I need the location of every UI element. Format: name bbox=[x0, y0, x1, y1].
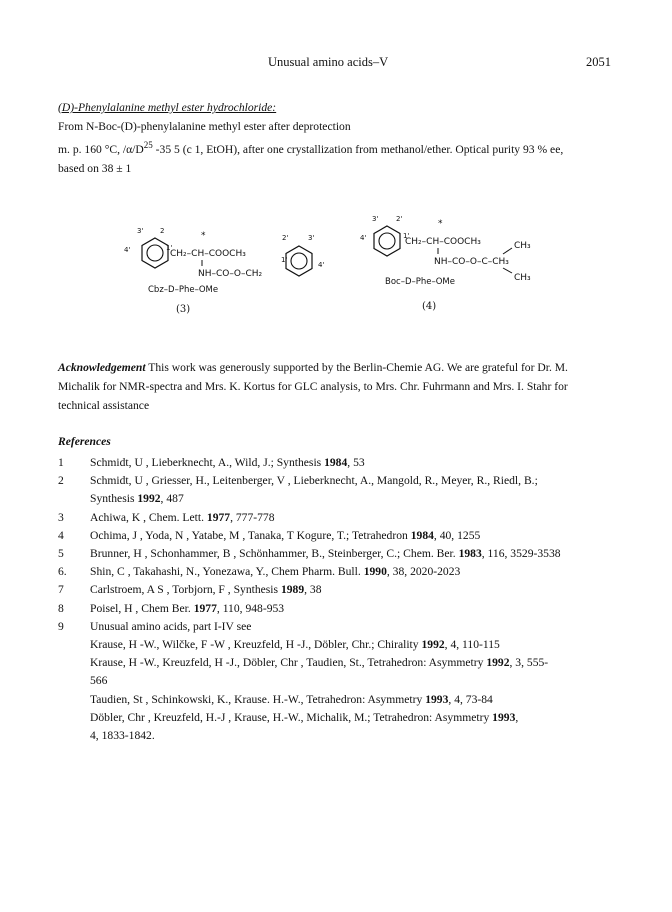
reference-text-pre: Achiwa, K , Chem. Lett. bbox=[90, 510, 207, 524]
reference-row bbox=[58, 509, 618, 527]
reference-row bbox=[58, 618, 618, 636]
s3-ring1-label-b: 2 bbox=[160, 227, 165, 235]
reference-row bbox=[58, 454, 618, 472]
references-heading: References bbox=[58, 435, 111, 448]
acknowledgement-section bbox=[58, 358, 618, 415]
reference-text-post: , bbox=[515, 710, 519, 724]
references-heading-wrap bbox=[58, 432, 618, 451]
reference-year: 1984 bbox=[324, 456, 348, 469]
structure-figure bbox=[0, 210, 672, 330]
reference-text-pre: 566 bbox=[90, 674, 108, 688]
s4-ring1-label-d: 1' bbox=[403, 232, 410, 240]
reference-number: 7 bbox=[58, 583, 64, 597]
compound-line-2-pre: m. p. 160 °C, /α/D bbox=[58, 142, 144, 156]
reference-text bbox=[90, 581, 618, 599]
reference-row bbox=[58, 727, 618, 745]
reference-text bbox=[90, 654, 618, 672]
reference-row bbox=[58, 691, 618, 709]
s4-benzene-ring-circle bbox=[379, 233, 395, 249]
reference-number: 5 bbox=[58, 547, 64, 561]
reference-text bbox=[90, 490, 618, 508]
s4-ring1-label-b: 2' bbox=[396, 215, 403, 223]
reference-text bbox=[90, 472, 618, 490]
reference-row bbox=[58, 490, 618, 508]
compound-section bbox=[58, 98, 618, 178]
s3-chain-bottom: NH–CO–O–CH₂ bbox=[198, 269, 263, 279]
s4-star: * bbox=[438, 219, 443, 229]
ack-line-1-text: This work was generously supported by the Berlin-Chemie AG. We are grateful for Dr. M. bbox=[145, 361, 568, 374]
s3-ring2-label-b: 3' bbox=[308, 234, 315, 242]
s3-ring1-label-d: 1' bbox=[166, 244, 173, 252]
reference-text bbox=[90, 545, 618, 563]
reference-number: 1 bbox=[58, 456, 64, 469]
reference-text-post: , 40, 1255 bbox=[433, 528, 481, 542]
reference-text bbox=[90, 636, 618, 654]
reference-number: 4 bbox=[58, 528, 64, 542]
page-number: 2051 bbox=[586, 55, 611, 69]
reference-year: 1984 bbox=[410, 528, 434, 542]
reference-year: 1983 bbox=[458, 547, 482, 561]
reference-text-pre: Carlstroem, A S , Torbjorn, F , Synthesis bbox=[90, 583, 281, 597]
s4-name: Boc–D–Phe–OMe bbox=[385, 277, 455, 287]
structure-4 bbox=[360, 215, 531, 312]
reference-text-pre: Krause, H -W., Wilčke, F -W , Kreuzfeld, H -J., Döbler, Chr.; Chirality bbox=[90, 638, 422, 652]
reference-text bbox=[90, 600, 618, 618]
reference-text bbox=[90, 509, 618, 527]
reference-text-post: , 4, 110-115 bbox=[444, 638, 500, 652]
reference-number: 9 bbox=[58, 619, 64, 633]
reference-text bbox=[90, 454, 618, 472]
reference-year: 1989 bbox=[280, 583, 305, 597]
s3-chain-top: CH₂–CH–COOCH₃ bbox=[170, 249, 246, 259]
s3-ring2-label-a: 2' bbox=[282, 234, 289, 242]
reference-text-pre: Schmidt, U , Griesser, H., Leitenberger, V , Lieberknecht, A., Mangold, R., Meyer, R., Riedl, B.; bbox=[90, 474, 538, 488]
s4-benzene-ring bbox=[374, 226, 400, 256]
compound-line-2-sup: 25 bbox=[143, 140, 153, 150]
reference-row bbox=[58, 527, 618, 545]
ack-line-1 bbox=[58, 358, 618, 377]
reference-number: 3 bbox=[58, 510, 64, 524]
reference-year: 1990 bbox=[363, 565, 387, 579]
reference-number: 6. bbox=[58, 565, 67, 579]
s3-ring2-label-c: 4' bbox=[318, 261, 325, 269]
s4-chain-top: CH₂–CH–COOCH₃ bbox=[405, 237, 481, 247]
reference-text bbox=[90, 672, 618, 690]
reference-text-post: , 38 bbox=[304, 583, 322, 597]
reference-row bbox=[58, 636, 618, 654]
s4-chain-bottom: NH–CO–O–C–CH₃ bbox=[434, 257, 509, 267]
reference-row bbox=[58, 581, 618, 599]
s3-ring1-label-c: 4' bbox=[124, 246, 131, 254]
reference-text-pre: Döbler, Chr , Kreuzfeld, H.-J , Krause, H.-W., Michalik, M.; Tetrahedron: Asymmetry bbox=[90, 710, 493, 724]
compound-heading: (D)-Phenylalanine methyl ester hydrochloride: bbox=[58, 101, 277, 114]
compound-line-2 bbox=[58, 136, 618, 159]
reference-text bbox=[90, 691, 618, 709]
references-list bbox=[58, 454, 618, 745]
reference-year: 1993 bbox=[425, 692, 449, 706]
reference-text-post: , 38, 2020-2023 bbox=[386, 565, 461, 579]
s3-name: Cbz–D–Phe–OMe bbox=[148, 285, 219, 295]
s3-star: * bbox=[201, 231, 206, 241]
reference-text-post: , 116, 3529-3538 bbox=[481, 547, 561, 561]
reference-year: 1992 bbox=[137, 492, 161, 506]
reference-text-pre: Unusual amino acids, part I-IV see bbox=[90, 619, 252, 633]
s4-number: (4) bbox=[422, 301, 437, 312]
reference-row bbox=[58, 472, 618, 490]
reference-text-pre: Taudien, St , Schinkowski, K., Krause. H.-W., Tetrahedron: Asymmetry bbox=[90, 692, 426, 706]
structure-svg bbox=[0, 210, 672, 330]
reference-number: 8 bbox=[58, 601, 64, 615]
reference-year: 1977 bbox=[193, 601, 217, 615]
s4-ring1-label-c: 4' bbox=[360, 234, 367, 242]
reference-text bbox=[90, 527, 618, 545]
reference-text-post: , 777-778 bbox=[230, 510, 275, 524]
s4-methyl-bottom: CH₃ bbox=[514, 273, 531, 283]
s4-methyl-top: CH₃ bbox=[514, 241, 531, 251]
structure-3 bbox=[124, 227, 324, 315]
reference-row bbox=[58, 709, 618, 727]
reference-text-pre: Shin, C , Takahashi, N., Yonezawa, Y., Chem Pharm. Bull. bbox=[90, 565, 364, 579]
reference-text-pre: Synthesis bbox=[90, 492, 138, 506]
reference-text-pre: 4, 1833-1842. bbox=[90, 729, 155, 743]
reference-text bbox=[90, 618, 618, 636]
reference-text-post: , 110, 948-953 bbox=[216, 601, 285, 615]
reference-year: 1992 bbox=[486, 656, 510, 670]
ack-label: Acknowledgement bbox=[58, 361, 146, 374]
reference-text-post: , 487 bbox=[160, 492, 184, 506]
ack-line-2: Michalik for NMR-spectra and Mrs. K. Kortus for GLC analysis, to Mrs. Chr. Fuhrmann and Mrs. I. Stahr for bbox=[58, 380, 568, 393]
s4-ring1-label-a: 3' bbox=[372, 215, 379, 223]
compound-line-2-post: -35 5 (c 1, EtOH), after one crystallization from methanol/ether. Optical purity 93 % ee, bbox=[152, 142, 564, 156]
reference-text-pre: Schmidt, U , Lieberknecht, A., Wild, J.; Synthesis bbox=[90, 456, 325, 469]
s3-benzene-ring-1 bbox=[142, 238, 168, 268]
reference-text-pre: Poisel, H , Chem Ber. bbox=[90, 601, 194, 615]
reference-row bbox=[58, 654, 618, 672]
reference-text bbox=[90, 563, 618, 581]
s3-benzene-ring-2-circle bbox=[291, 253, 307, 269]
reference-row bbox=[58, 563, 618, 581]
compound-line-1: From N-Boc-(D)-phenylalanine methyl ester after deprotection bbox=[58, 120, 351, 133]
reference-row bbox=[58, 600, 618, 618]
reference-text-post: , 3, 555- bbox=[509, 656, 549, 670]
reference-number: 2 bbox=[58, 474, 64, 488]
reference-text bbox=[90, 727, 618, 745]
s3-number: (3) bbox=[176, 304, 191, 315]
reference-text-post: , 4, 73-84 bbox=[448, 692, 493, 706]
s3-ring1-label-a: 3' bbox=[137, 227, 144, 235]
reference-text-post: , 53 bbox=[347, 456, 365, 469]
reference-text-pre: Krause, H -W., Kreuzfeld, H -J., Döbler, Chr , Taudien, St., Tetrahedron: Asymmetry bbox=[90, 656, 487, 670]
reference-row bbox=[58, 672, 618, 690]
reference-year: 1992 bbox=[421, 638, 445, 652]
s4-bond-methyl-top bbox=[503, 248, 512, 254]
running-title: Unusual amino acids–V bbox=[268, 55, 389, 69]
compound-line-3: based on 38 ± 1 bbox=[58, 161, 132, 175]
reference-text-pre: Brunner, H , Schonhammer, B , Schönhammer, B., Steinberger, C.; Chem. Ber. bbox=[90, 547, 459, 561]
ack-line-3: technical assistance bbox=[58, 399, 150, 412]
s3-benzene-ring-2 bbox=[286, 246, 312, 276]
reference-row bbox=[58, 545, 618, 563]
reference-year: 1977 bbox=[206, 510, 231, 524]
reference-text bbox=[90, 709, 618, 727]
reference-text-pre: Ochima, J , Yoda, N , Yatabe, M , Tanaka, T Kogure, T.; Tetrahedron bbox=[90, 528, 411, 542]
s3-benzene-ring-1-circle bbox=[147, 245, 163, 261]
s3-ring2-label-d: 1' bbox=[281, 256, 288, 264]
s4-bond-methyl-bottom bbox=[503, 268, 512, 273]
reference-year: 1993 bbox=[492, 710, 516, 724]
